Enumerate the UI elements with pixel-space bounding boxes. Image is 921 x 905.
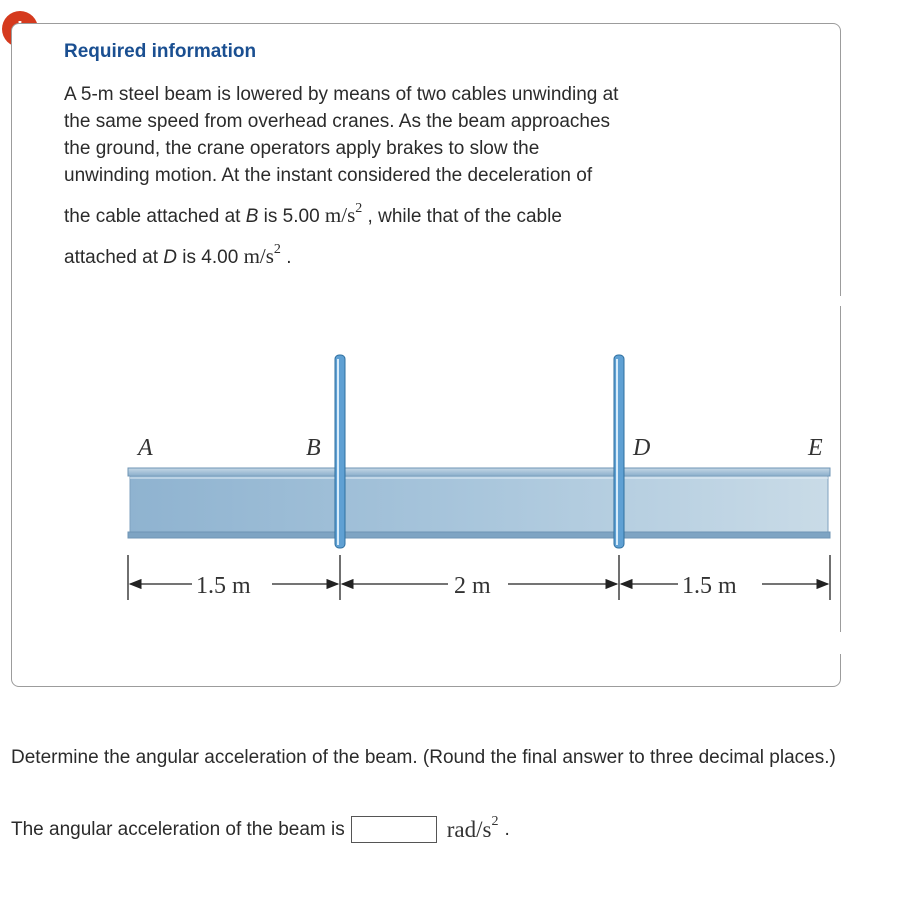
point-b-ref: B: [245, 206, 259, 227]
text: is 4.00: [177, 247, 244, 268]
required-info-title: Required information: [64, 41, 257, 62]
cable-b: [335, 355, 345, 548]
problem-line: unwinding motion. At the instant considered the deceleration of: [64, 165, 593, 186]
text: the cable attached at: [64, 206, 246, 227]
problem-statement: [64, 81, 764, 271]
problem-line: A 5-m steel beam is lowered by means of two cables unwinding at: [64, 84, 619, 105]
cable-d: [614, 355, 624, 548]
angular-acceleration-input[interactable]: [351, 816, 437, 843]
dim-right: 1.5 m: [682, 573, 737, 599]
dim-left: 1.5 m: [196, 573, 251, 599]
dim-middle: 2 m: [454, 573, 491, 599]
question-text: Determine the angular acceleration of the beam. (Round the final answer to three decimal places.): [11, 747, 836, 768]
problem-line: [64, 238, 764, 271]
unit-ms2: $m/s^2$: [243, 242, 281, 268]
problem-line: [64, 197, 764, 230]
problem-line: the same speed from overhead cranes. As the beam approaches: [64, 111, 611, 132]
answer-unit: rad/$s^2$: [446, 813, 499, 842]
answer-end: .: [504, 818, 510, 840]
problem-line: the ground, the crane operators apply brakes to slow the: [64, 138, 540, 159]
text: is 5.00: [258, 206, 325, 227]
answer-label: The angular acceleration of the beam is: [11, 818, 345, 840]
text: .: [286, 247, 292, 268]
beam-figure: [110, 345, 840, 605]
text: attached at: [64, 247, 164, 268]
steel-beam: [128, 468, 830, 538]
point-d-ref: D: [163, 247, 178, 268]
label-a: A: [138, 435, 153, 461]
label-d: D: [633, 435, 651, 461]
answer-row: [11, 813, 510, 843]
label-b: B: [306, 435, 321, 461]
text: , while that of the cable: [367, 206, 562, 227]
unit-ms2: $m/s^2$: [324, 201, 363, 227]
label-e: E: [808, 435, 823, 461]
